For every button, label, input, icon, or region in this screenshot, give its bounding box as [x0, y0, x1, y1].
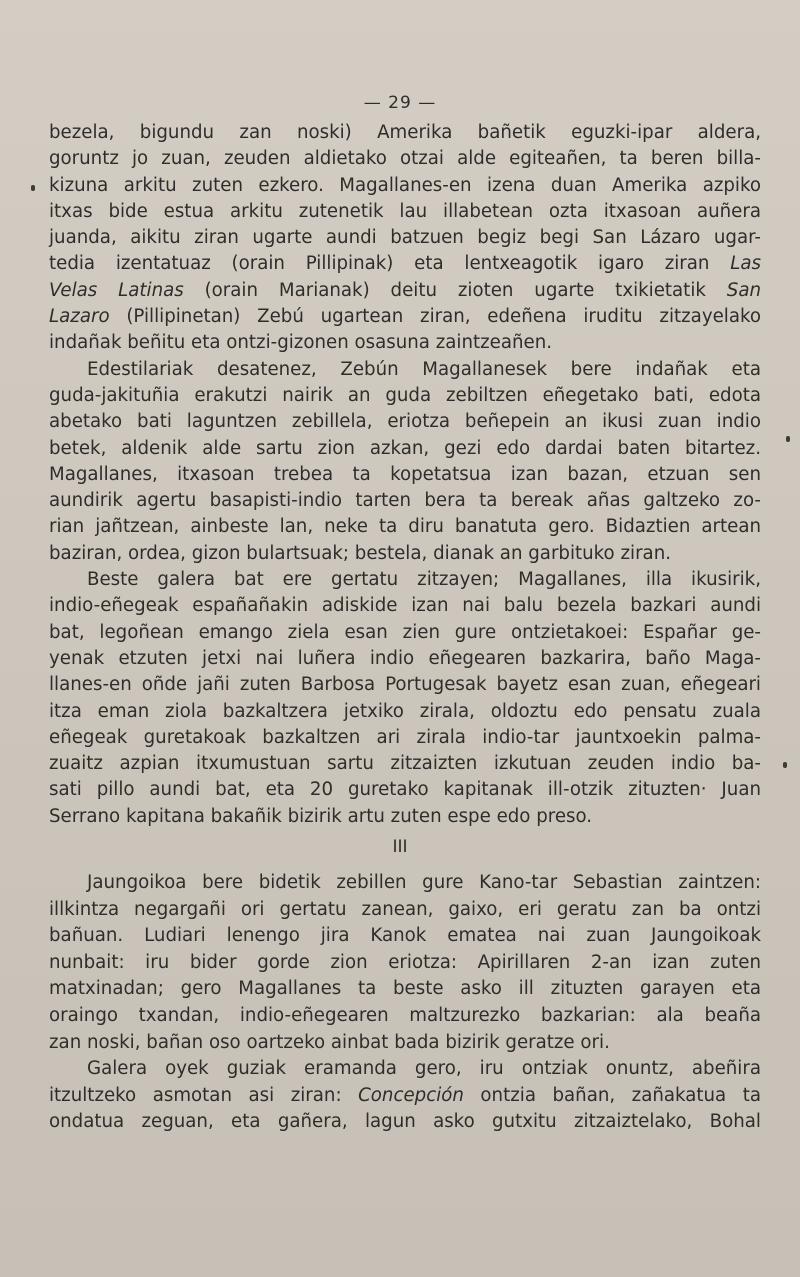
place-name-italic: San — [726, 279, 761, 301]
text-line — [49, 278, 761, 304]
place-name-italic: Las — [730, 253, 761, 275]
text-line: oraingo txandan, indio-eñegearen maltzurezko bazkarian: ala beaña — [49, 1004, 761, 1026]
text-line: Magallanes, itxasoan trebea ta kopetatsua izan bazan, etzuan sen — [49, 463, 761, 485]
text-line: guda-jakituñia erakutzi nairik an guda zebiltzen eñegetako bati, edota — [49, 384, 761, 406]
text-line: indio-eñegeak españañakin adiskide izan nai balu bezela bazkari aundi — [49, 595, 761, 617]
text-line: indañak beñitu eta ontzi-gizonen osasuna zaintzeañen. — [49, 332, 553, 354]
text-span: tedia izentatuaz (orain Pillipinak) eta lentxeagotik igaro ziran — [49, 253, 731, 275]
text-span: itzultzeko asmotan asi ziran: — [49, 1084, 359, 1106]
text-line: bañuan. Ludiari lenengo jira Kanok ematea nai zuan Jaungoikoak — [49, 925, 761, 947]
text-line: goruntz jo zuan, zeuden aldietako otzai alde egiteañen, ta beren billa- — [49, 148, 761, 170]
text-line — [49, 1083, 761, 1110]
text-line — [49, 251, 761, 277]
text-line: nunbait: iru bider gorde zion eriotza: Apirillaren 2-an izan zuten — [49, 951, 761, 973]
text-line: bat, legoñean emango ziela esan zien gure ontzietakoei: Españar ge- — [49, 621, 761, 643]
place-name-italic: Lazaro — [49, 306, 110, 328]
text-span: (orain Marianak) deitu zioten ugarte txikietatik — [183, 279, 727, 301]
text-line: ondatua zeguan, eta gañera, lagun asko gutxitu zitzaiztelako, Bohal — [49, 1111, 761, 1133]
text-line: Galera oyek guziak eramanda gero, iru ontziak onuntz, abeñira — [87, 1058, 761, 1080]
text-line: betek, aldenik alde sartu zion azkan, gezi edo dardai baten bitartez. — [49, 437, 761, 459]
text-line: Jaungoikoa bere bidetik zebillen gure Kano-tar Sebastian zaintzen: — [87, 872, 761, 893]
text-line: sati pillo aundi bat, eta 20 guretako kapitanak ill-otzik zituzten· Juan — [49, 779, 761, 801]
text-line: bezela, bigundu zan noski) Amerika bañetik eguzki-ipar aldera, — [49, 122, 761, 143]
paragraph-block-1 — [49, 120, 761, 830]
text-line: llanes-en oñde jañi zuten Barbosa Portugesak bayetz esan zuan, eñegeari — [49, 674, 761, 696]
page-number: — 29 — — [363, 93, 437, 113]
section-heading: III — [392, 837, 408, 857]
margin-mark — [786, 436, 790, 442]
text-line: abetako bati laguntzen zebillela, eriotza beñepein an ikusi zuan indio — [49, 411, 761, 433]
margin-mark — [783, 762, 787, 768]
text-line: itza eman ziola bazkaltzera jetxiko zirala, oldoztu edo pensatu zuala — [49, 700, 761, 722]
text-line: zuaitz azpian itxumustuan sartu zitzaizten izkutuan zeuden indio ba- — [49, 753, 761, 775]
text-line: kizuna arkitu zuten ezkero. Magallanes-en izena duan Amerika azpiko — [49, 174, 761, 196]
text-line: Edestilariak desatenez, Zebún Magallanesek bere indañak eta — [87, 358, 761, 380]
text-line: aundirik agertu basapisti-indio tarten bera ta bereak añas galtzeko zo- — [49, 490, 761, 512]
text-line: baziran, ordea, gizon bulartsuak; bestela, dianak an garbituko ziran. — [49, 542, 671, 564]
ship-name-italic: Concepción — [358, 1084, 464, 1106]
text-span: ontzia bañan, zañakatua ta — [463, 1084, 761, 1106]
text-line: rian jañtzean, ainbeste lan, neke ta diru banatuta gero. Bidaztien artean — [49, 516, 761, 538]
text-line: eñegeak guretakoak bazkaltzen ari zirala indio-tar jauntxoekin palma- — [49, 726, 761, 748]
text-line: Serrano kapitana bakañik bizirik artu zuten espe edo preso. — [49, 805, 593, 827]
text-span: (Pillipinetan) Zebú ugartean ziran, edeñena iruditu zitzayelako — [109, 306, 761, 328]
text-line: juanda, aikitu ziran ugarte aundi batzuen begiz begi San Lázaro ugar- — [49, 227, 761, 249]
margin-mark — [31, 185, 35, 191]
text-line: matxinadan; gero Magallanes ta beste asko ill zituzten garayen eta — [49, 978, 761, 1000]
place-name-italic: Velas Latinas — [49, 279, 184, 301]
text-line: illkintza negargañi ori gertatu zanean, gaixo, eri geratu zan ba ontzi — [49, 898, 761, 920]
paragraph-block-2 — [49, 870, 761, 1136]
text-line: Beste galera bat ere gertatu zitzayen; Magallanes, illa ikusirik, — [87, 569, 761, 591]
text-line: yenak etzuten jetxi nai luñera indio eñegearen bazkarira, baño Maga- — [49, 647, 761, 669]
text-line — [49, 304, 761, 330]
text-line: itxas bide estua arkitu zutenetik lau illabetean ozta itxasoan auñera — [49, 200, 761, 222]
text-line: zan noski, bañan oso oartzeko ainbat bada bizirik geratze ori. — [49, 1031, 610, 1053]
